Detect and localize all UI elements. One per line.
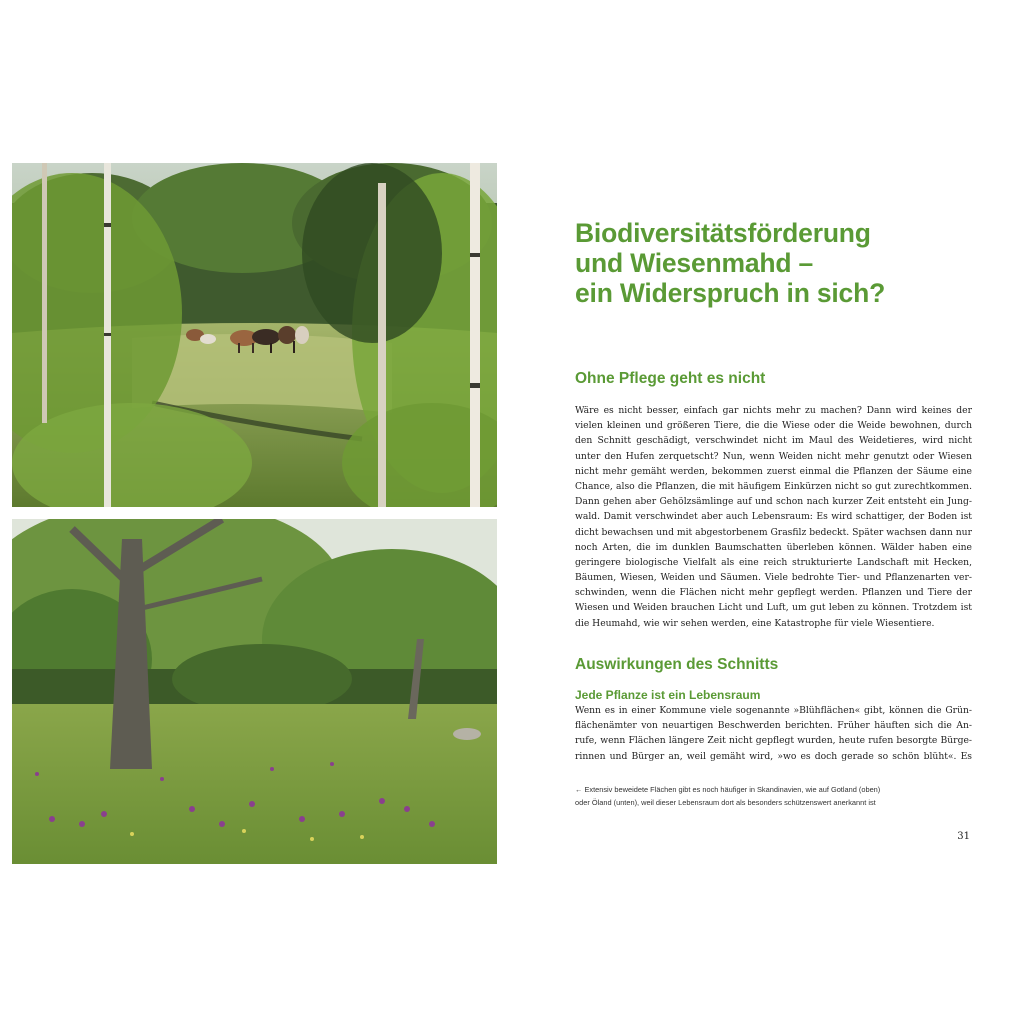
photo-gotland-horses [12, 163, 497, 507]
paragraph-ohne-pflege [575, 403, 972, 631]
text-line: noch Arten, die im dunklen Baumschatten überleben können. Wälder haben eine [575, 541, 972, 553]
title-line: Biodiversitätsförderung [575, 218, 871, 248]
title-line: und Wiesenmahd – [575, 248, 814, 278]
text-line: dicht bewachsen und mit abgestorbenem Grasfilz bedeckt. Später wachsen dann nur [575, 526, 972, 538]
text-line: rufe, wenn Flächen längere Zeit nicht gepflegt wurden, heute rufen besorgte Bürge- [575, 735, 972, 747]
text-line: rinnen und Bürger an, weil gemäht wird, »wo es doch gerade so schön blüht«. Es [575, 750, 972, 762]
page-number: 31 [957, 831, 970, 842]
photo-caption [575, 784, 955, 809]
text-line: nicht mehr gemäht werden, bekommen zuerst einmal die Pflanzen der Säume eine [575, 465, 972, 477]
text-line: geringere biologische Vielfalt als eine reich strukturierte Landschaft mit Hecken, [575, 556, 972, 568]
text-line: Wiesen und Weiden brauchen Licht und Luft, um gut leben zu können. Trotzdem ist [575, 602, 972, 614]
title-line: ein Widerspruch in sich? [575, 278, 886, 308]
subheading-lebensraum: Jede Pflanze ist ein Lebensraum [575, 688, 761, 702]
text-line: Wäre es nicht besser, einfach gar nichts mehr zu machen? Dann wird keines der [575, 405, 972, 416]
text-line: Wenn es in einer Kommune viele sogenannte »Blühflächen« gibt, können die Grün- [575, 705, 972, 716]
photo-oeland-illustration [12, 519, 497, 864]
section-heading-auswirkungen: Auswirkungen des Schnitts [575, 656, 779, 673]
caption-line: ← Extensiv beweidete Flächen gibt es noch häufiger in Skandinavien, wie auf Gotland (oben) [575, 785, 881, 794]
text-line: Chance, also die Pflanzen, die mit häufigem Einkürzen nicht so gut zurechtkommen. [575, 480, 972, 492]
text-line: Bäumen, Wiesen, Weiden und Säumen. Viele bedrohte Tier- und Pflanzenarten ver- [575, 572, 972, 584]
text-line: wald. Damit verschwindet aber auch Lebensraum: Es wird schattiger, der Boden ist [575, 511, 972, 523]
text-line: flächenämter von neuartigen Beschwerden berichten. Früher häuften sich die An- [575, 720, 972, 732]
text-line: den Schnitt geschädigt, verschwindet nicht im Maul des Weidetieres, wird nicht [575, 435, 972, 447]
text-line: Dann gehen aber Gehölzsämlinge auf und schon nach kurzer Zeit entsteht ein Jung- [575, 496, 972, 508]
section-heading-ohne-pflege: Ohne Pflege geht es nicht [575, 370, 766, 387]
paragraph-auswirkungen [575, 703, 972, 764]
text-line: die Heumahd, wie wir sehen werden, eine Katastrophe für viele Wiesentiere. [575, 617, 935, 629]
text-line: schwinden, wenn die Flächen nicht mehr gepflegt werden. Pflanzen und Tiere der [575, 587, 972, 599]
text-line: vielen kleinen und größeren Tiere, die die Wiese oder die Weide bewohnen, durch [575, 420, 972, 432]
caption-line: oder Öland (unten), weil dieser Lebensraum dort als besonders schützenswert anerkannt ist [575, 797, 876, 807]
photo-oeland-meadow [12, 519, 497, 864]
photo-gotland-illustration [12, 163, 497, 507]
text-line: unter den Hufen zerquetscht? Nun, wenn Weiden nicht mehr genutzt oder Wiesen [575, 450, 972, 462]
page-title [575, 218, 995, 308]
